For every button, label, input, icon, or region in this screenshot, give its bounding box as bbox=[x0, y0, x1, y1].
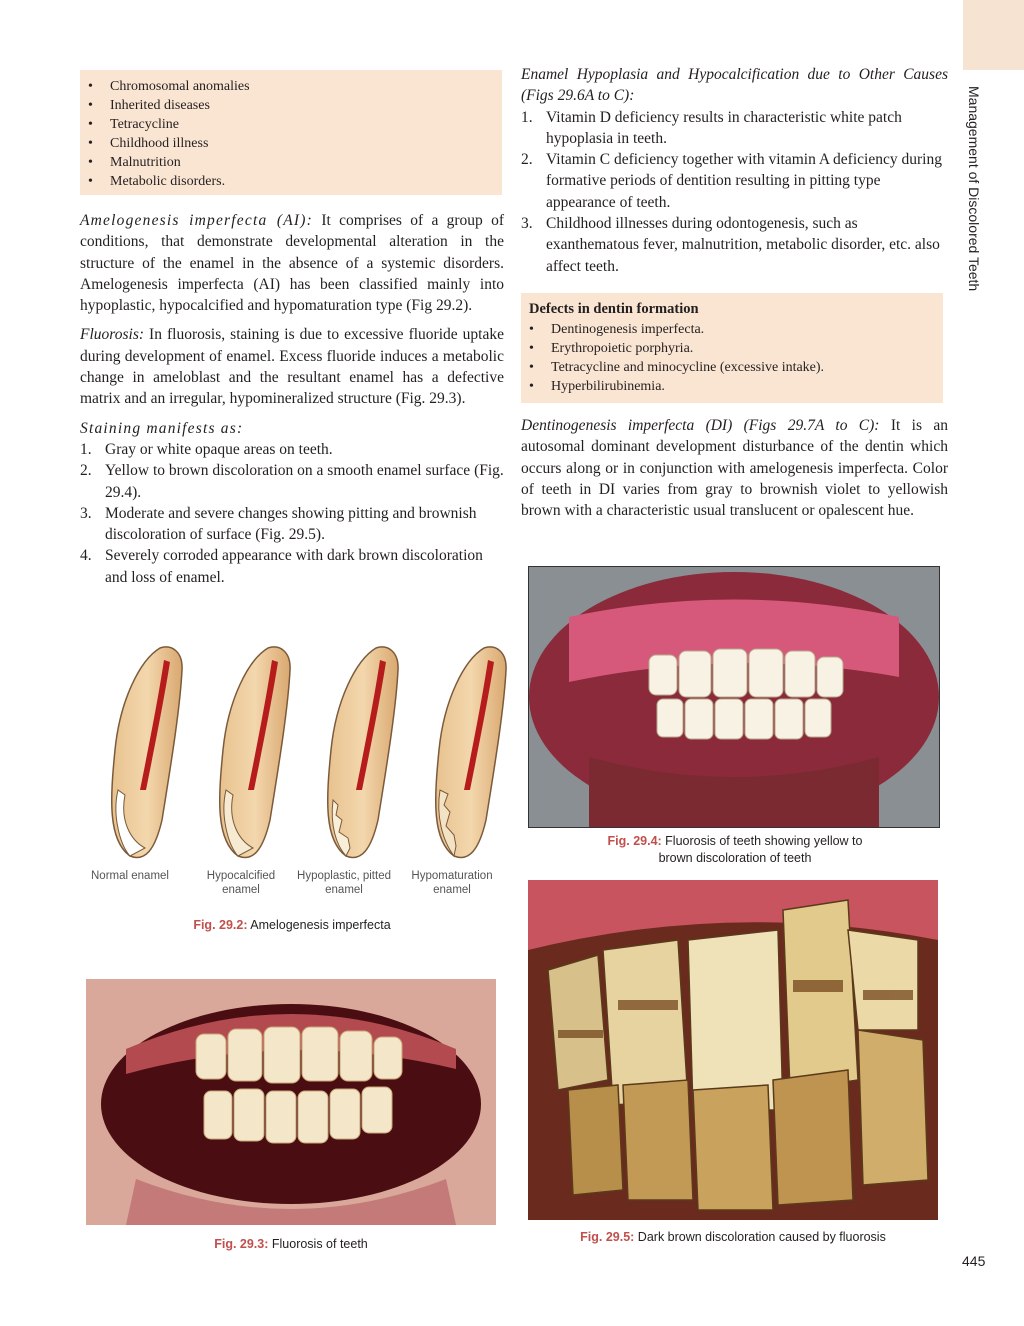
list-item: • Malnutrition bbox=[80, 153, 502, 172]
list-item: 3. Moderate and severe changes showing pitting and brownish discoloration of surface (Fig. 29.5). bbox=[80, 504, 477, 544]
fluorosis-paragraph bbox=[80, 324, 504, 409]
fluorosis-term: Fluorosis: bbox=[80, 326, 145, 344]
fig-29-5-photo bbox=[528, 880, 938, 1220]
list-item: • Childhood illness bbox=[80, 134, 502, 153]
list-item: • Erythropoietic porphyria. bbox=[521, 339, 943, 358]
page-number: 445 bbox=[962, 1253, 986, 1269]
mouth-illustration bbox=[528, 880, 938, 1220]
list-item: • Hyperbilirubinemia. bbox=[521, 377, 943, 396]
tooth-label: Hypocalcified enamel bbox=[206, 870, 276, 896]
list-item: 1. Vitamin D deficiency results in characteristic white patch hypoplasia in teeth. bbox=[521, 108, 902, 147]
list-item: • Tetracycline bbox=[80, 115, 502, 134]
fig-29-4-caption: Fig. 29.4: Fluorosis of teeth showing yellow to brown discoloration of teeth bbox=[607, 834, 863, 865]
causes-box bbox=[80, 70, 502, 195]
hypomaturation-tooth bbox=[436, 647, 506, 858]
tooth-label: Hypoplastic, pitted enamel bbox=[297, 870, 391, 896]
fig-29-5-caption: Fig. 29.5: Dark brown discoloration caused by fluorosis bbox=[580, 1230, 886, 1244]
causes-list bbox=[80, 77, 502, 191]
fig-29-4-photo bbox=[528, 566, 940, 828]
list-item: 2. Vitamin C deficiency together with vitamin A deficiency during formative periods of dentition resulting in pitting type appearance of teeth. bbox=[521, 151, 942, 211]
dentin-defects-box bbox=[521, 293, 943, 403]
running-head: Management of Discolored Teeth bbox=[966, 86, 982, 292]
list-item: • Metabolic disorders. bbox=[80, 172, 502, 191]
list-item: • Tetracycline and minocycline (excessive intake). bbox=[521, 358, 943, 377]
list-item: • Inherited diseases bbox=[80, 96, 502, 115]
right-column bbox=[521, 64, 948, 277]
list-item: 2. Yellow to brown discoloration on a smooth enamel surface (Fig. 29.4). bbox=[80, 462, 504, 501]
di-text: It is an autosomal dominant development disturbance of the dentin which occurs along or in conjunction with amelogenesis imperfecta. Color of teeth in DI varies from gray to brownish violet to yellowish brown with a characteristic usual translucent or opalescent hue. bbox=[521, 417, 948, 520]
staining-list bbox=[80, 439, 504, 588]
list-item: 4. Severely corroded appearance with dark brown discoloration and loss of enamel. bbox=[80, 547, 483, 586]
fig-29-3-photo bbox=[86, 979, 496, 1225]
hypocalcified-tooth bbox=[220, 647, 290, 858]
list-item: 1. Gray or white opaque areas on teeth. bbox=[80, 440, 333, 458]
tooth-label: Hypomaturation enamel bbox=[411, 870, 493, 896]
hypoplasia-list bbox=[521, 107, 948, 277]
di-paragraph bbox=[521, 415, 948, 529]
ai-text: It comprises of a group of conditions, that demonstrate developmental alteration in the structure of the enamel in the absence of a systemic disorders. Amelogenesis imperfecta (AI) has been classified mainly into hypoplastic, hypocalcified and hypomaturation type (Fig 29.2). bbox=[80, 212, 504, 315]
ai-paragraph bbox=[80, 210, 504, 316]
hypoplastic-tooth bbox=[328, 647, 398, 858]
dentin-box-title: Defects in dentin formation bbox=[529, 301, 699, 317]
dentin-defects-list bbox=[521, 320, 943, 396]
chapter-tab bbox=[963, 0, 1024, 70]
ai-term: Amelogenesis imperfecta (AI): bbox=[80, 212, 314, 229]
mouth-illustration bbox=[529, 567, 939, 827]
hypoplasia-heading: Enamel Hypoplasia and Hypocalcification due to Other Causes (Figs 29.6A to C): bbox=[521, 66, 948, 105]
normal-tooth bbox=[112, 647, 182, 858]
staining-heading: Staining manifests as: bbox=[80, 419, 244, 437]
mouth-illustration bbox=[86, 979, 496, 1225]
left-column bbox=[80, 210, 504, 588]
list-item: • Chromosomal anomalies bbox=[80, 77, 502, 96]
di-term: Dentinogenesis imperfecta (DI) (Figs 29.7A to C): bbox=[521, 417, 880, 434]
fig-29-3-caption: Fig. 29.3: Fluorosis of teeth bbox=[214, 1237, 368, 1251]
amelogenesis-diagram bbox=[80, 640, 510, 870]
list-item: 3. Childhood illnesses during odontogenesis, such as exanthematous fever, malnutrition, metabolic disorder, etc. also affect teeth. bbox=[521, 215, 940, 275]
fig-29-2-caption: Fig. 29.2: Amelogenesis imperfecta bbox=[193, 918, 391, 932]
fluorosis-text: In fluorosis, staining is due to excessive fluoride uptake during development of enamel. Excess fluoride induces a metabolic change in ameloblast and the resultant enamel has a defective matrix and an irregular, hypomineralized structure (Fig. 29.3). bbox=[80, 326, 504, 408]
tooth-label: Normal enamel bbox=[91, 870, 169, 882]
list-item: • Dentinogenesis imperfecta. bbox=[521, 320, 943, 339]
